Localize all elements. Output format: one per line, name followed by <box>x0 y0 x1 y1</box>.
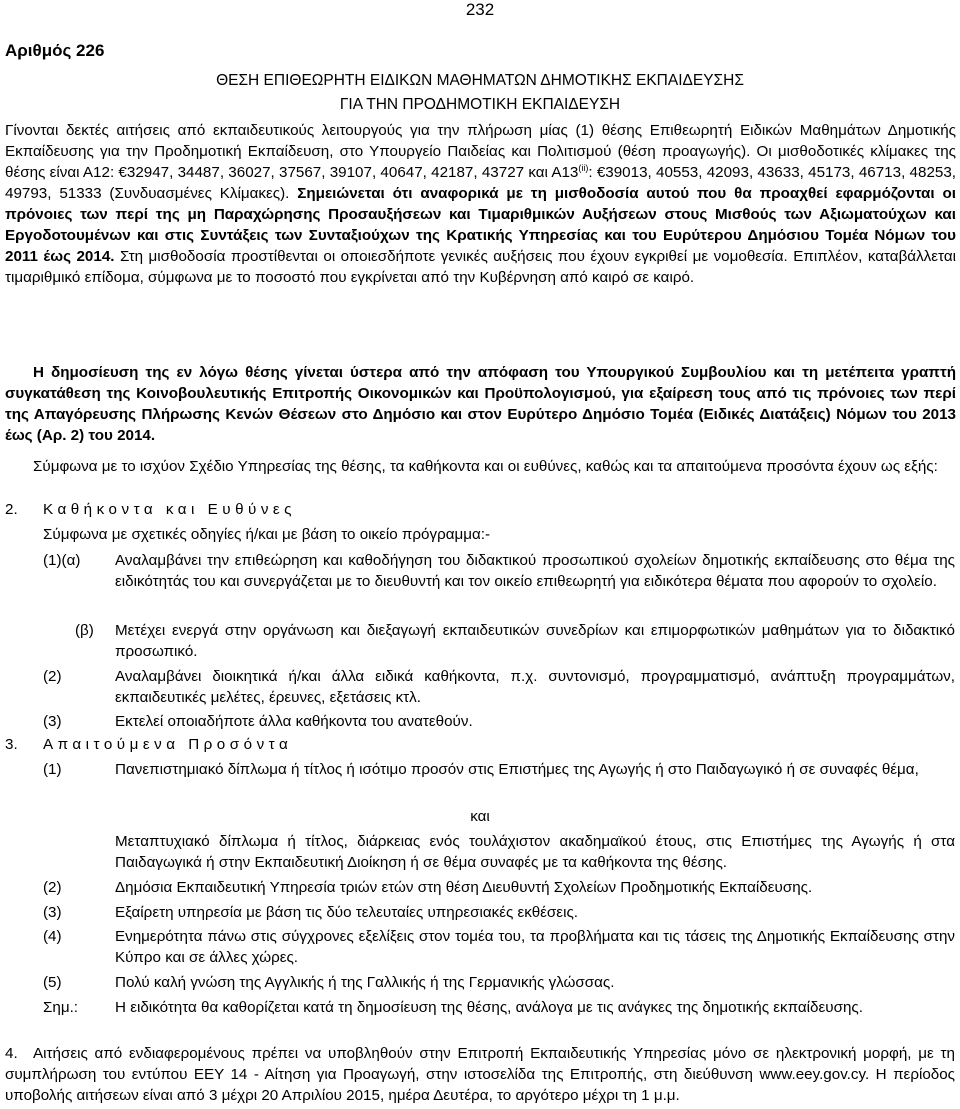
intro-text: Γίνονται δεκτές αιτήσεις από εκπαιδευτικούς λειτουργούς για την πλήρωση μίας (1) θέσης Επιθεωρητή Ειδικών Μαθημάτων Δημοτικής Εκπαίδευσης για την Προδημοτική Εκπαίδευση, στο Υπουργείο Παιδείας και Πολιτισμού (θέση προαγωγής). Οι μισθοδοτικές κλίμακες της θέσης είναι Α12: €32947, 34487, 36027, 37567, 39107, 40647, 42187, 43727 και Α13 <box>5 122 956 181</box>
duty-label-1b: (β) <box>75 622 94 639</box>
qualification-label-5: (5) <box>43 974 62 991</box>
intro-text-end: Στη μισθοδοσία προστίθενται οι οποιεσδήποτε γενικές αυξήσεις που έχουν εγκριθεί με νομοθεσία. Επιπλέον, καταβάλλεται τιμαριθμικό επίδομα, σύμφωνα με το ποσοστό που εγκρίνεται από την Κυβέρνηση από καιρό σε καιρό. <box>5 248 956 286</box>
qualification-text-2: Δημόσια Εκπαιδευτική Υπηρεσία τριών ετών στη θέση Διευθυντή Σχολείων Προδημοτικής Εκπαίδευσης. <box>115 879 813 896</box>
section-2-number: 2. <box>5 501 18 518</box>
title-line-1: ΘΕΣΗ ΕΠΙΘΕΩΡΗΤΗ ΕΙΔΙΚΩΝ ΜΑΘΗΜΑΤΩΝ ΔΗΜΟΤΙΚΗΣ ΕΚΠΑΙΔΕΥΣΗΣ <box>216 72 744 89</box>
duty-text-1a: Αναλαμβάνει την επιθεώρηση και καθοδήγηση του διδακτικού προσωπικού σχολείων δημοτικής εκπαίδευσης στο θέμα της ειδικότητάς του και συνεργάζεται με το διευθυντή και τον οικείο επιθεωρητή για ειδικότερα θέματα που αφορούν το σχολείο. <box>115 552 955 590</box>
duty-text-3: Εκτελεί οποιαδήποτε άλλα καθήκοντα του ανατεθούν. <box>115 713 473 730</box>
publication-note: Η δημοσίευση της εν λόγω θέσης γίνεται ύστερα από την απόφαση του Υπουργικού Συμβουλίου και τη μετέπειτα γραπτή συγκατάθεση της Κοινοβουλευτικής Επιτροπής Οικονομικών και Προϋπολογισμού, για εξαίρεση τους από τις πρόνοιες των περί της Απαγόρευσης Πλήρωσης Κενών Θέσεων στο Δημόσιο και στον Ευρύτερο Δημόσιο Τομέα (Ειδικές Διατάξεις) Νόμων του 2013 έως (Αρ. 2) του 2014. <box>5 364 956 444</box>
section-3-number: 3. <box>5 736 18 753</box>
note-text: Η ειδικότητα θα καθορίζεται κατά τη δημοσίευση της θέσης, ανάλογα με τις ανάγκες της δημοτικής εκπαίδευσης. <box>115 999 863 1016</box>
scheme-of-service-note: Σύμφωνα με το ισχύον Σχέδιο Υπηρεσίας της θέσης, τα καθήκοντα και οι ευθύνες, καθώς και τα απαιτούμενα προσόντα έχουν ως εξής: <box>33 458 938 475</box>
section-4-number: 4. <box>5 1045 18 1062</box>
section-4-text: Αιτήσεις από ενδιαφερομένους πρέπει να υποβληθούν στην Επιτροπή Εκπαιδευτικής Υπηρεσίας μόνο σε ηλεκτρονική μορφή, με τη συμπλήρωση του εντύπου ΕΕΥ 14 - Αίτηση για Προαγωγή, στην ιστοσελίδα της Επιτροπής, στη διεύθυνση www.eey.gov.cy. Η περίοδος υποβολής αιτήσεων είναι από 3 μέχρι 20 Απριλίου 2015, ημέρα Δευτέρα, το αργότερο μέχρι τη 1 μ.μ. <box>5 1045 955 1104</box>
scale-superscript: (ii) <box>578 162 589 173</box>
page-number: 232 <box>465 0 495 19</box>
title-line-2: ΓΙΑ ΤΗΝ ΠΡΟΔΗΜΟΤΙΚΗ ΕΚΠΑΙΔΕΥΣΗ <box>339 96 621 113</box>
qualification-text-1-postgraduate: Μεταπτυχιακό δίπλωμα ή τίτλος, διάρκειας ενός τουλάχιστον ακαδημαϊκού έτους, στις Επιστήμες της Αγωγής ή στα Παιδαγωγικά ή στην Εκπαιδευτική Διοίκηση ή σε θέμα συναφές με τα καθήκοντα της θέσης. <box>115 833 955 871</box>
qualification-label-3: (3) <box>43 904 62 921</box>
intro-paragraph <box>5 120 956 288</box>
qualification-text-4: Ενημερότητα πάνω στις σύγχρονες εξελίξεις στον τομέα του, τα προβλήματα και τις τάσεις της Δημοτικής Εκπαίδευσης στην Κύπρο και σε άλλες χώρες. <box>115 928 955 966</box>
qualification-label-4: (4) <box>43 928 62 945</box>
qualification-text-1: Πανεπιστημιακό δίπλωμα ή τίτλος ή ισότιμο προσόν στις Επιστήμες της Αγωγής ή στο Παιδαγωγικό ή σε συναφές θέμα, <box>115 761 919 778</box>
duty-label-3: (3) <box>43 713 62 730</box>
qualification-label-2: (2) <box>43 879 62 896</box>
duty-text-1b: Μετέχει ενεργά στην οργάνωση και διεξαγωγή εκπαιδευτικών συνεδρίων και επιμορφωτικών μαθημάτων για το διδακτικό προσωπικό. <box>115 622 955 660</box>
duty-label-1a: (1)(α) <box>43 552 81 569</box>
qualification-text-5: Πολύ καλή γνώση της Αγγλικής ή της Γαλλικής ή της Γερμανικής γλώσσας. <box>115 974 615 991</box>
section-3-heading: Απαιτούμενα Προσόντα <box>43 736 293 753</box>
document-number: Αριθμός 226 <box>5 41 105 60</box>
duty-text-2: Αναλαμβάνει διοικητικά ή/και άλλα ειδικά καθήκοντα, π.χ. συντονισμό, προγραμματισμό, ανάπτυξη προγραμμάτων, εκπαιδευτικές μελέτες, έρευνες, εξετάσεις κτλ. <box>115 668 955 706</box>
section-2-lead: Σύμφωνα με σχετικές οδηγίες ή/και με βάση το οικείο πρόγραμμα:- <box>43 526 491 543</box>
duty-label-2: (2) <box>43 668 62 685</box>
intro-text-tail: : €39013, 40553, 42093, 43633, 45173, 46713, 48253, 49793, 51333 (Συνδυασμένες Κλίμακες). <box>5 164 956 202</box>
note-label: Σημ.: <box>43 999 79 1016</box>
section-2-heading: Καθήκοντα και Ευθύνες <box>43 501 297 518</box>
qualification-label-1: (1) <box>43 761 62 778</box>
qualification-and: και <box>470 808 490 825</box>
qualification-text-3: Εξαίρετη υπηρεσία με βάση τις δύο τελευταίες υπηρεσιακές εκθέσεις. <box>115 904 578 921</box>
salary-note-bold: Σημειώνεται ότι αναφορικά με τη μισθοδοσία αυτού που θα προαχθεί εφαρμόζονται οι πρόνοιες των περί της μη Παραχώρησης Προσαυξήσεων και Τιμαριθμικών Αυξήσεων στους Μισθούς των Αξιωματούχων και Εργοδοτουμένων και στις Συντάξεις των Συνταξιούχων της Κρατικής Υπηρεσίας και του Ευρύτερου Δημόσιου Τομέα Νόμων του 2011 έως 2014. <box>5 185 956 265</box>
